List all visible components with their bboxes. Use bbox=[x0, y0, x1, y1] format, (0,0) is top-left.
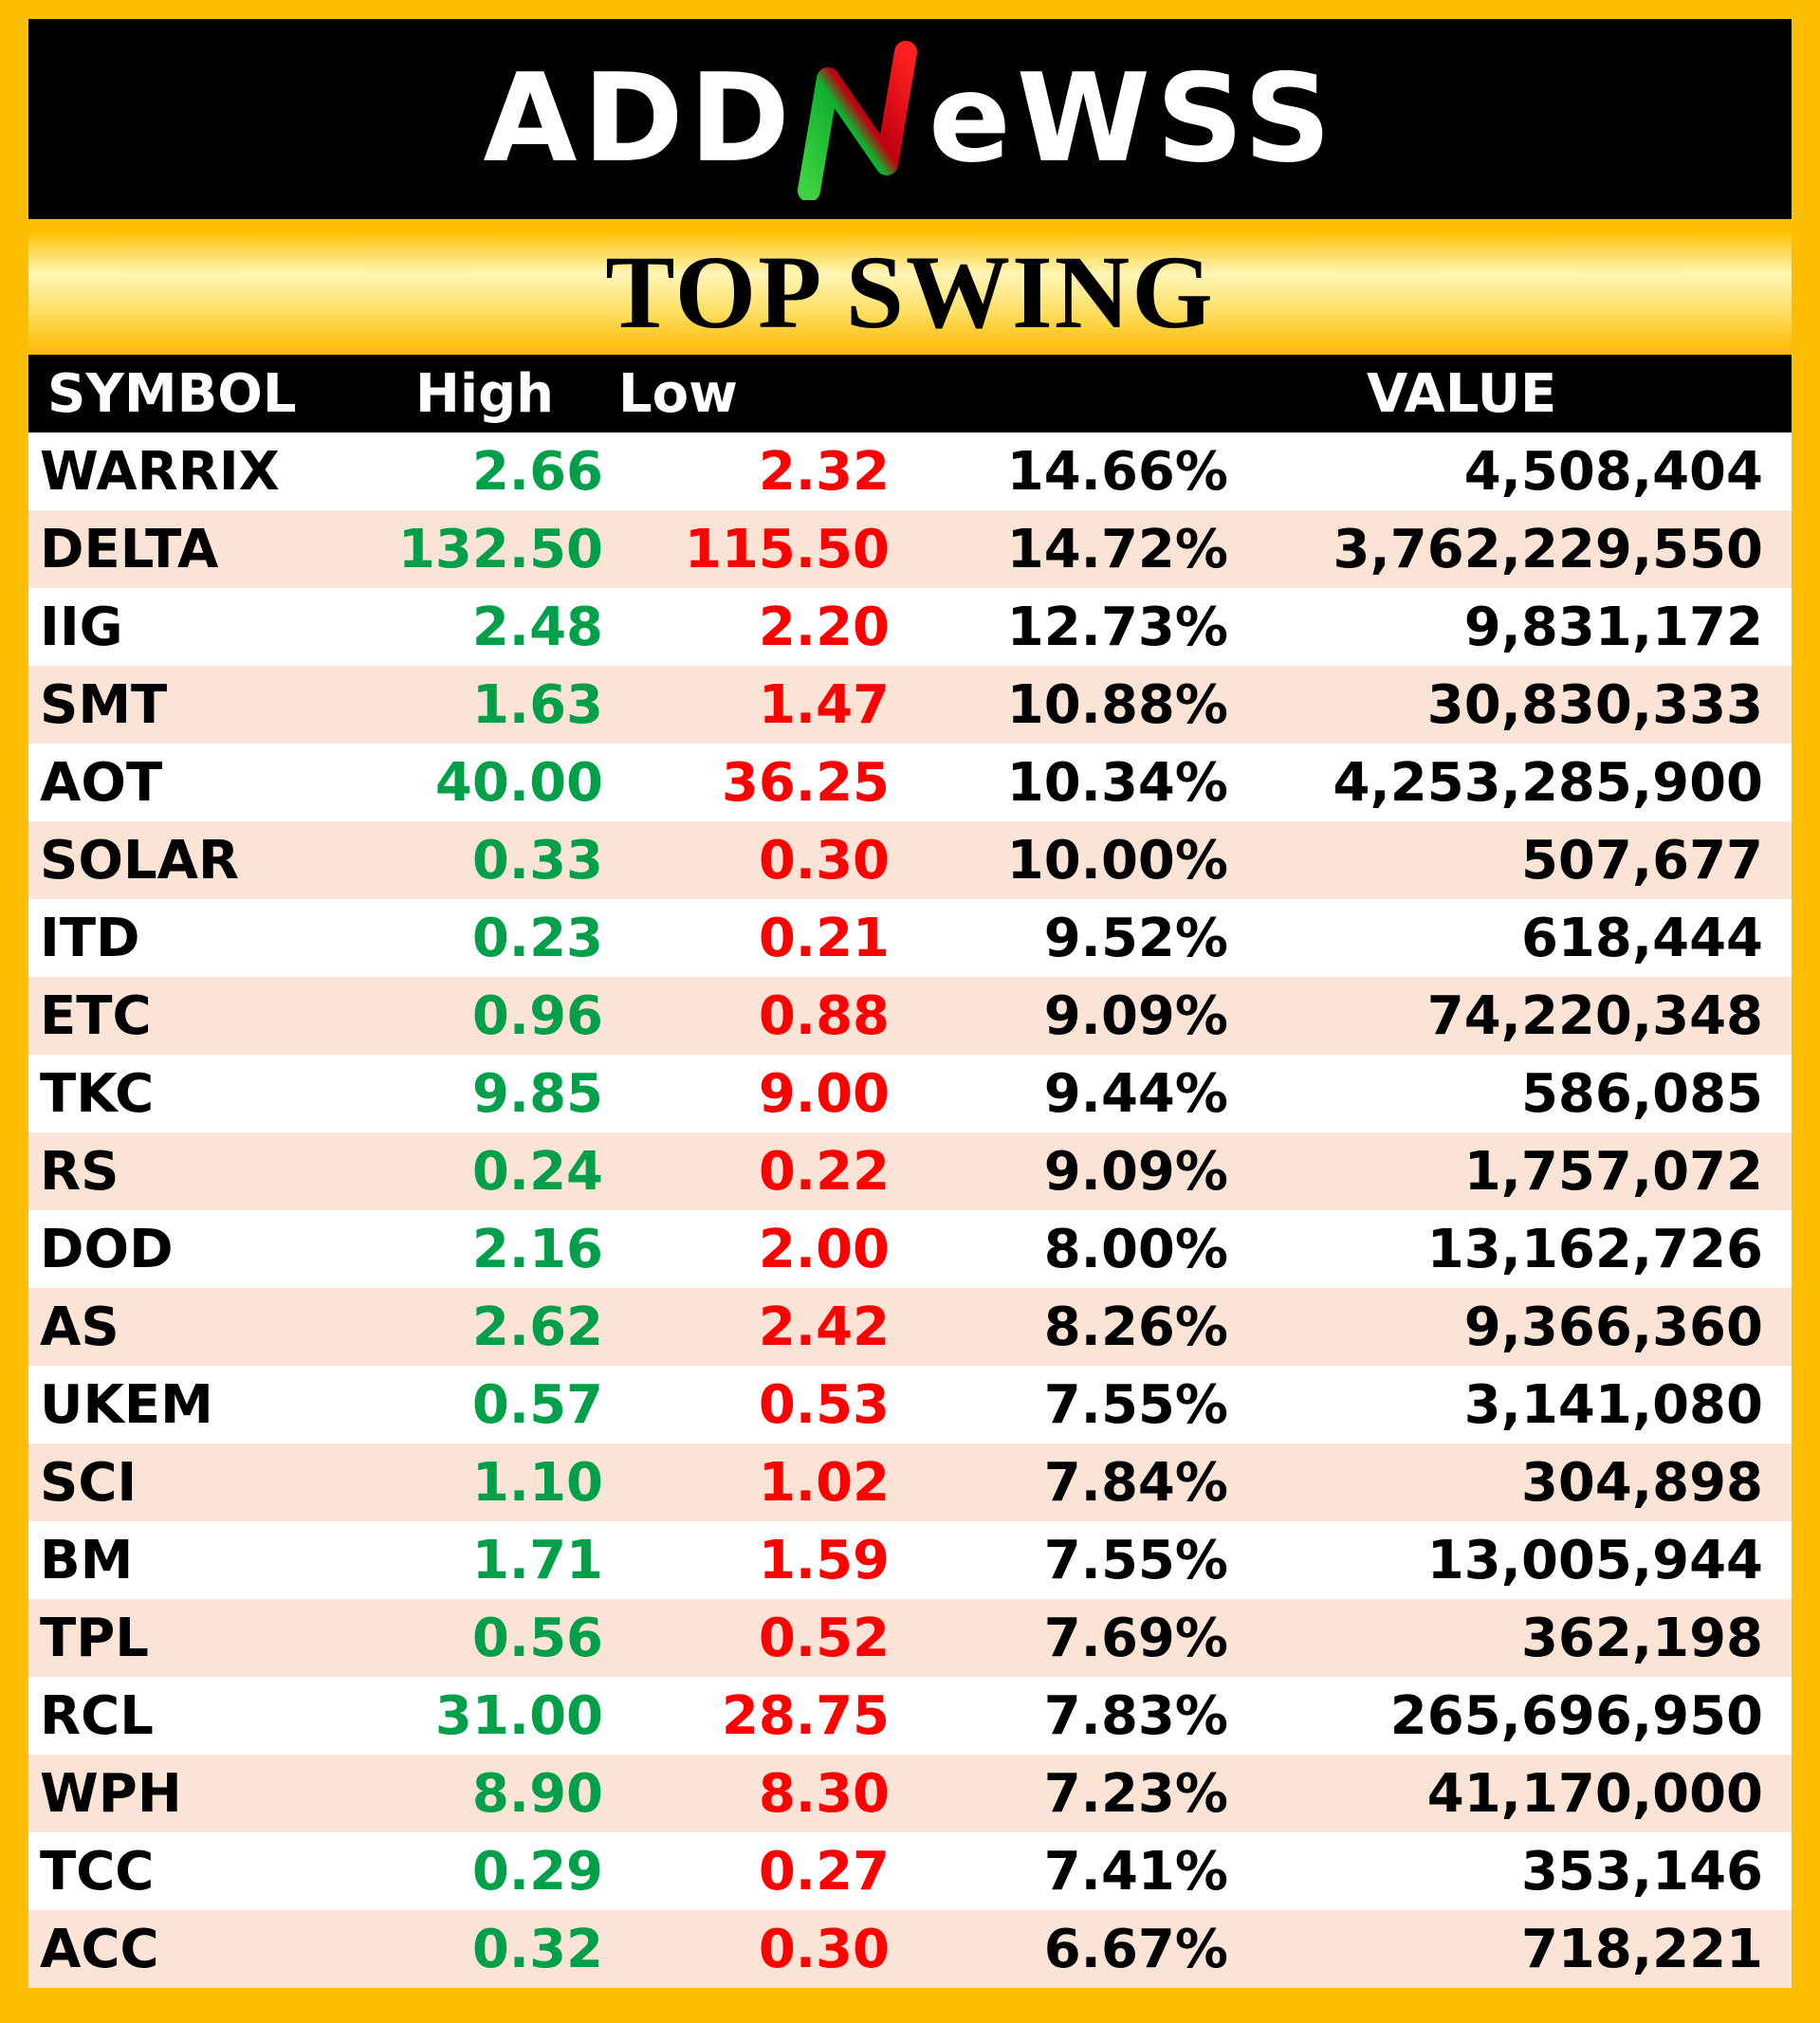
symbol-cell: ITD bbox=[40, 907, 140, 969]
low-cell: 0.22 bbox=[758, 1140, 890, 1203]
high-cell: 9.85 bbox=[471, 1062, 603, 1125]
title-band bbox=[28, 231, 1792, 353]
symbol-cell: RCL bbox=[40, 1684, 154, 1747]
low-cell: 0.88 bbox=[758, 984, 890, 1047]
high-cell: 0.24 bbox=[471, 1140, 603, 1203]
low-cell: 1.59 bbox=[758, 1529, 890, 1591]
value-cell: 74,220,348 bbox=[1426, 984, 1763, 1047]
high-cell: 1.63 bbox=[471, 673, 603, 736]
low-cell: 0.30 bbox=[758, 829, 890, 892]
table-row bbox=[28, 1910, 1792, 1988]
percent-cell: 7.55% bbox=[1043, 1373, 1228, 1436]
table-row bbox=[28, 1521, 1792, 1599]
table-row bbox=[28, 821, 1792, 899]
header-high: High bbox=[415, 362, 555, 425]
value-cell: 13,162,726 bbox=[1426, 1218, 1763, 1280]
percent-cell: 7.23% bbox=[1043, 1762, 1228, 1825]
low-cell: 9.00 bbox=[758, 1062, 890, 1125]
symbol-cell: SMT bbox=[40, 673, 168, 736]
value-cell: 1,757,072 bbox=[1463, 1140, 1763, 1203]
low-cell: 0.27 bbox=[758, 1840, 890, 1903]
percent-cell: 10.00% bbox=[1006, 829, 1228, 892]
high-cell: 40.00 bbox=[434, 751, 603, 814]
symbol-cell: AOT bbox=[40, 751, 163, 814]
symbol-cell: AS bbox=[40, 1296, 119, 1358]
value-cell: 9,366,360 bbox=[1463, 1296, 1763, 1358]
percent-cell: 7.41% bbox=[1043, 1840, 1228, 1903]
header-value: VALUE bbox=[1367, 362, 1557, 425]
high-cell: 132.50 bbox=[397, 518, 603, 580]
symbol-cell: WARRIX bbox=[40, 440, 280, 503]
header-percent bbox=[890, 355, 1228, 432]
symbol-cell: TKC bbox=[40, 1062, 155, 1125]
percent-cell: 10.34% bbox=[1006, 751, 1228, 814]
low-cell: 0.30 bbox=[758, 1918, 890, 1980]
value-cell: 3,762,229,550 bbox=[1333, 518, 1763, 580]
value-cell: 4,253,285,900 bbox=[1333, 751, 1763, 814]
table-body bbox=[28, 432, 1792, 1988]
table-row bbox=[28, 1832, 1792, 1910]
low-cell: 2.20 bbox=[758, 596, 890, 658]
percent-cell: 8.00% bbox=[1043, 1218, 1228, 1280]
value-cell: 41,170,000 bbox=[1426, 1762, 1763, 1825]
table-row bbox=[28, 1366, 1792, 1444]
symbol-cell: TCC bbox=[40, 1840, 155, 1903]
value-cell: 9,831,172 bbox=[1463, 596, 1763, 658]
top-swing-table bbox=[28, 355, 1792, 1988]
table-row bbox=[28, 1132, 1792, 1210]
table-row bbox=[28, 1288, 1792, 1366]
logo-bar bbox=[28, 19, 1792, 219]
value-cell: 507,677 bbox=[1520, 829, 1763, 892]
logo-text-left: ADD bbox=[483, 47, 796, 190]
high-cell: 2.66 bbox=[471, 440, 603, 503]
symbol-cell: TPL bbox=[40, 1607, 149, 1669]
low-cell: 36.25 bbox=[721, 751, 890, 814]
low-cell: 0.21 bbox=[758, 907, 890, 969]
header-symbol: SYMBOL bbox=[47, 362, 297, 425]
percent-cell: 9.09% bbox=[1043, 984, 1228, 1047]
percent-cell: 14.66% bbox=[1006, 440, 1228, 503]
symbol-cell: IIG bbox=[40, 596, 123, 658]
value-cell: 618,444 bbox=[1520, 907, 1763, 969]
high-cell: 0.56 bbox=[471, 1607, 603, 1669]
symbol-cell: ETC bbox=[40, 984, 152, 1047]
value-cell: 3,141,080 bbox=[1463, 1373, 1763, 1436]
symbol-cell: DOD bbox=[40, 1218, 174, 1280]
percent-cell: 9.52% bbox=[1043, 907, 1228, 969]
high-cell: 0.57 bbox=[471, 1373, 603, 1436]
brand-logo bbox=[483, 39, 1336, 200]
low-cell: 2.00 bbox=[758, 1218, 890, 1280]
value-cell: 362,198 bbox=[1520, 1607, 1763, 1669]
symbol-cell: SOLAR bbox=[40, 829, 240, 892]
table-row bbox=[28, 588, 1792, 666]
high-cell: 2.48 bbox=[471, 596, 603, 658]
low-cell: 115.50 bbox=[684, 518, 890, 580]
high-cell: 0.29 bbox=[471, 1840, 603, 1903]
high-cell: 1.71 bbox=[471, 1529, 603, 1591]
percent-cell: 7.84% bbox=[1043, 1451, 1228, 1514]
symbol-cell: DELTA bbox=[40, 518, 219, 580]
percent-cell: 9.09% bbox=[1043, 1140, 1228, 1203]
table-row bbox=[28, 1055, 1792, 1132]
page-title: TOP SWING bbox=[605, 234, 1215, 350]
high-cell: 1.10 bbox=[471, 1451, 603, 1514]
value-cell: 265,696,950 bbox=[1389, 1684, 1763, 1747]
value-cell: 4,508,404 bbox=[1463, 440, 1763, 503]
low-cell: 0.52 bbox=[758, 1607, 890, 1669]
table-header-row bbox=[28, 355, 1792, 432]
symbol-cell: SCI bbox=[40, 1451, 138, 1514]
low-cell: 2.42 bbox=[758, 1296, 890, 1358]
table-row bbox=[28, 1677, 1792, 1755]
symbol-cell: BM bbox=[40, 1529, 134, 1591]
percent-cell: 7.55% bbox=[1043, 1529, 1228, 1591]
value-cell: 30,830,333 bbox=[1426, 673, 1763, 736]
low-cell: 8.30 bbox=[758, 1762, 890, 1825]
table-row bbox=[28, 1210, 1792, 1288]
low-cell: 2.32 bbox=[758, 440, 890, 503]
table-row bbox=[28, 977, 1792, 1055]
high-cell: 0.96 bbox=[471, 984, 603, 1047]
symbol-cell: ACC bbox=[40, 1918, 159, 1980]
high-cell: 2.16 bbox=[471, 1218, 603, 1280]
high-cell: 31.00 bbox=[434, 1684, 603, 1747]
table-row bbox=[28, 1599, 1792, 1677]
percent-cell: 10.88% bbox=[1006, 673, 1228, 736]
table-row bbox=[28, 1444, 1792, 1521]
low-cell: 1.47 bbox=[758, 673, 890, 736]
high-cell: 8.90 bbox=[471, 1762, 603, 1825]
percent-cell: 14.72% bbox=[1006, 518, 1228, 580]
low-cell: 28.75 bbox=[721, 1684, 890, 1747]
high-cell: 0.32 bbox=[471, 1918, 603, 1980]
value-cell: 304,898 bbox=[1520, 1451, 1763, 1514]
value-cell: 586,085 bbox=[1520, 1062, 1763, 1125]
percent-cell: 6.67% bbox=[1043, 1918, 1228, 1980]
percent-cell: 8.26% bbox=[1043, 1296, 1228, 1358]
table-row bbox=[28, 744, 1792, 821]
table-row bbox=[28, 899, 1792, 977]
symbol-cell: WPH bbox=[40, 1762, 182, 1825]
high-cell: 2.62 bbox=[471, 1296, 603, 1358]
value-cell: 13,005,944 bbox=[1426, 1529, 1763, 1591]
value-cell: 353,146 bbox=[1520, 1840, 1763, 1903]
logo-text-right: eWSS bbox=[928, 47, 1337, 190]
symbol-cell: UKEM bbox=[40, 1373, 213, 1436]
percent-cell: 9.44% bbox=[1043, 1062, 1228, 1125]
symbol-cell: RS bbox=[40, 1140, 119, 1203]
percent-cell: 7.69% bbox=[1043, 1607, 1228, 1669]
high-cell: 0.33 bbox=[471, 829, 603, 892]
table-row bbox=[28, 1755, 1792, 1832]
value-cell: 718,221 bbox=[1520, 1918, 1763, 1980]
percent-cell: 7.83% bbox=[1043, 1684, 1228, 1747]
table-row bbox=[28, 510, 1792, 588]
logo-n-mark-icon bbox=[796, 39, 928, 200]
table-row bbox=[28, 432, 1792, 510]
table-row bbox=[28, 666, 1792, 744]
high-cell: 0.23 bbox=[471, 907, 603, 969]
low-cell: 0.53 bbox=[758, 1373, 890, 1436]
low-cell: 1.02 bbox=[758, 1451, 890, 1514]
header-low: Low bbox=[618, 362, 738, 425]
percent-cell: 12.73% bbox=[1006, 596, 1228, 658]
